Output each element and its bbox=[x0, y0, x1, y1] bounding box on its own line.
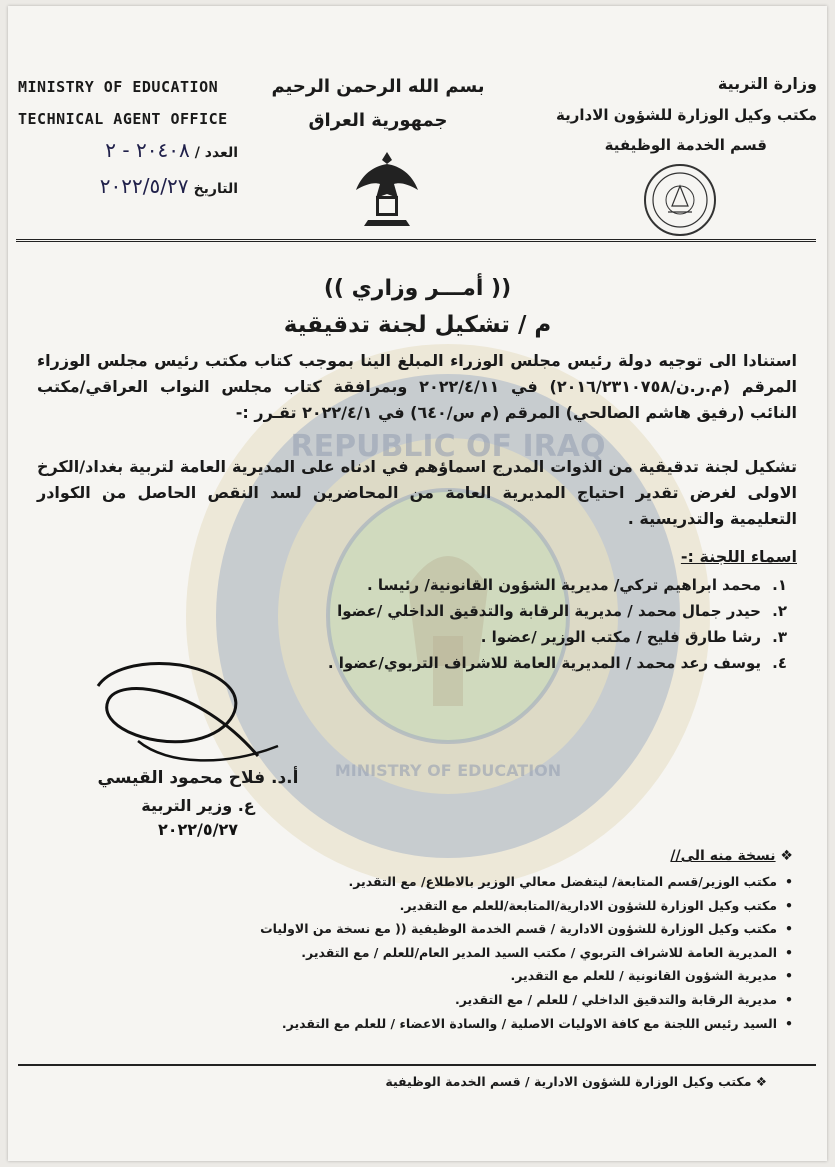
copy-item: • السيد رئيس اللجنة مع كافة الاوليات الاصلية / والسادة الاعضاء / للعلم مع التقدير. bbox=[33, 1012, 777, 1036]
members-heading: اسماء اللجنة :- bbox=[680, 547, 797, 566]
header-ar-department: قسم الخدمة الوظيفية bbox=[604, 136, 767, 154]
handwritten-signature bbox=[78, 646, 298, 776]
iraq-eagle-emblem-icon bbox=[354, 146, 420, 230]
watermark-text-bottom: MINISTRY OF EDUCATION bbox=[334, 761, 562, 780]
ministry-seal-icon bbox=[642, 162, 718, 238]
basmala: بسم الله الرحمن الرحيم bbox=[271, 76, 485, 97]
body-paragraph-2: تشكيل لجنة تدقيقية من الذوات المدرج اسماؤهم في ادناه على المديرية العامة لتربية بغداد/الكرخ الاولى لغرض تقدير احتياج المديرية العامة من المحاضرين لسد النقص الحاصل من الكوادر التعليمية والتدريسية . bbox=[37, 457, 797, 528]
header-ar-office: مكتب وكيل الوزارة للشؤون الادارية bbox=[556, 106, 817, 124]
member-item: ٤.يوسف رعد محمد / المديرية العامة للاشراف التربوي/عضوا . bbox=[327, 654, 787, 672]
date-label: التاريخ bbox=[193, 181, 238, 197]
subject-title: م / تشكيل لجنة تدقيقية bbox=[283, 312, 552, 338]
copies-heading: ❖ نسخة منه الى// bbox=[670, 848, 793, 864]
republic-title: جمهورية العراق bbox=[308, 110, 448, 131]
member-item: ٣.رشا طارق فليح / مكتب الوزير /عضوا . bbox=[480, 628, 787, 646]
date-value: ٢٠٢٢/٥/٢٧ bbox=[99, 174, 189, 198]
number-label: العدد / bbox=[194, 145, 238, 161]
copy-item: • المديرية العامة للاشراف التربوي / مكتب السيد المدير العام/للعلم / مع التقدير. bbox=[33, 941, 777, 965]
header-en-ministry: MINISTRY OF EDUCATION bbox=[18, 78, 219, 96]
body-paragraph-1: استنادا الى توجيه دولة رئيس مجلس الوزراء المبلغ الينا بموجب كتاب مكتب رئيس مجلس الوزراء المرقم (م.ر.ن/٢٠١٦/٢٣١٠٧٥٨) في ٢٠٢٢/٤/١١ وبمرافقة كتاب مجلس النواب العراقي/مكتب النائب (رفيق هاشم الصالحي) المرقم (م س/٦٤٠) في ٢٠٢٢/٤/١ تقـرر :- bbox=[37, 351, 798, 422]
header-en-office: TECHNICAL AGENT OFFICE bbox=[18, 110, 228, 128]
signatory-name: أ.د. فلاح محمود القيسي bbox=[97, 768, 299, 788]
footer-divider bbox=[18, 1064, 816, 1066]
member-item: ٢.حيدر جمال محمد / مديرية الرقابة والتدقيق الداخلي /عضوا bbox=[337, 602, 787, 620]
header-ar-ministry: وزارة التربية bbox=[717, 74, 817, 93]
copy-item: • مكتب وكيل الوزارة للشؤون الادارية / قسم الخدمة الوظيفية (( مع نسخة من الاوليات bbox=[33, 917, 777, 941]
footer-line: ❖ مكتب وكيل الوزارة للشؤون الادارية / قسم الخدمة الوظيفية bbox=[385, 1074, 767, 1089]
copies-list bbox=[33, 870, 793, 1035]
signatory-title: ع. وزير التربية bbox=[141, 796, 255, 815]
copy-item: • مديرية الشؤون القانونية / للعلم مع التقدير. bbox=[33, 964, 777, 988]
copy-item: • مكتب وكيل الوزارة للشؤون الادارية/المتابعة/للعلم مع التقدير. bbox=[33, 894, 777, 918]
date-line bbox=[18, 174, 238, 198]
member-item: ١.محمد ابراهيم تركي/ مديرية الشؤون القانونية/ رئيسا . bbox=[366, 576, 787, 594]
copy-item: • مديرية الرقابة والتدقيق الداخلي / للعلم / مع التقدير. bbox=[33, 988, 777, 1012]
copy-item: • مكتب الوزير/قسم المتابعة/ ليتفضل معالي الوزير بالاطلاع/ مع التقدير. bbox=[33, 870, 777, 894]
order-title: (( أمـــر وزاري )) bbox=[323, 276, 512, 301]
header-divider bbox=[16, 239, 816, 242]
number-line bbox=[18, 138, 238, 162]
document-page bbox=[8, 6, 827, 1161]
signature-date: ٢٠٢٢/٥/٢٧ bbox=[157, 820, 239, 839]
watermark-text-top: REPUBLIC OF IRAQ bbox=[290, 429, 606, 464]
number-value: ٢٠٤٠٨ - ٢ bbox=[105, 138, 190, 162]
copies-section bbox=[33, 848, 793, 1035]
